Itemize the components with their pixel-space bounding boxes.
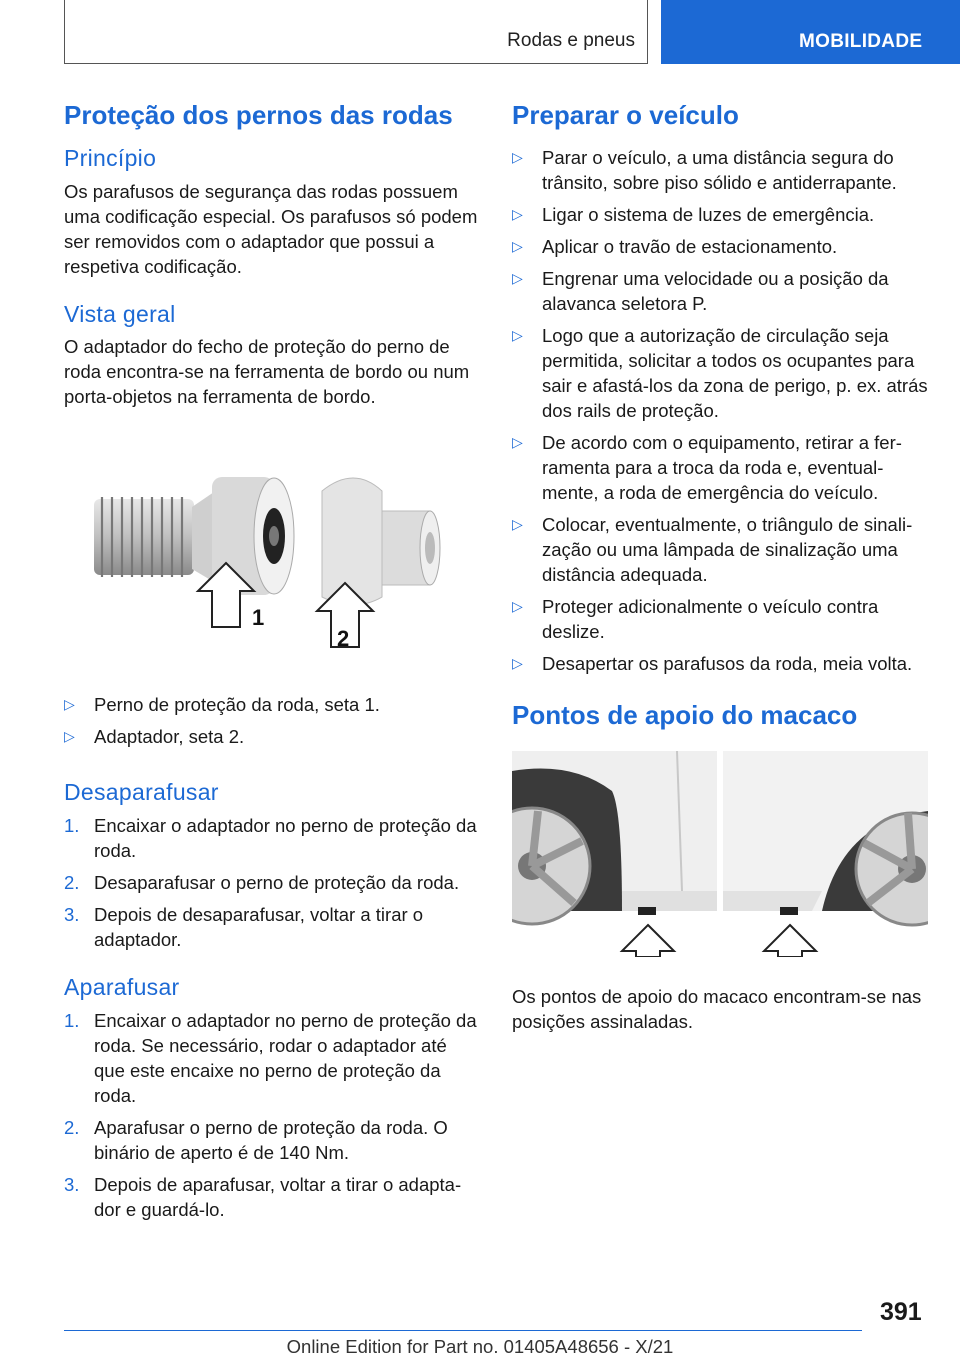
arrow-2-label: 2 [337,626,350,652]
screw-heading: Aparafusar [64,973,180,1000]
jack-points-figure [512,751,928,957]
bullet-triangle-icon: ▷ [512,434,523,451]
bullet-triangle-icon: ▷ [512,655,523,672]
list-item: ▷ Aplicar o travão de estacionamento. [512,236,838,258]
footer-edition[interactable]: Online Edition for Part no. 01405A48656 - X/21 [286,1336,674,1357]
list-item: ▷ Adaptador, seta 2. [64,726,245,748]
list-item: 3. Depois de desaparafusar, voltar a tirar o adaptador. [64,903,424,950]
bullet-triangle-icon: ▷ [64,696,75,713]
list-item: ▷ Perno de proteção da roda, seta 1. [64,694,380,716]
bullet-triangle-icon: ▷ [512,206,523,223]
list-item: ▷ Logo que a autorização de circulação seja permitida, solicitar a todos os ocupantes para sair e afastá-los da zona de perigo, p. ex. atrás dos rails de proteção. [512,325,928,422]
bullet-triangle-icon: ▷ [512,598,523,615]
list-item: ▷ Desapertar os parafusos da roda, meia volta. [512,653,913,675]
overview-text: O adaptador do fecho de proteção do perno de roda encontra-se na ferramenta de bordo ou num porta-objetos na ferramenta de bordo. [64,336,470,408]
prepare-list [512,145,928,676]
left-column [64,100,480,1229]
wheel-lock-title: Proteção dos pernos das rodas [64,100,453,130]
jack-points-title: Pontos de apoio do macaco [512,700,858,731]
list-item: 3. Depois de aparafusar, voltar a tirar o adaptador e guardá-lo. [64,1173,462,1220]
principle-text: Os parafusos de segurança das rodas possuem uma codificação especial. Os parafusos só podem ser removidos com o adaptador que possui a respetiva codificação. [64,180,478,277]
list-item: 1. Encaixar o adaptador no perno de proteção da roda. Se necessário, rodar o adaptador até que este encaixe no perno de proteção da roda. [64,1009,477,1106]
overview-heading: Vista geral [64,300,176,327]
list-item: ▷ Parar o veículo, a uma distância segura do trânsito, sobre piso sólido e antiderrapante. [512,147,897,194]
chapter-title: Rodas e pneus [507,30,635,51]
overview-list [64,692,480,749]
list-item: ▷ Colocar, eventualmente, o triângulo de sinalização ou uma lâmpada de sinalização uma distância adequada. [512,514,913,586]
right-column [512,100,928,1034]
principle-heading: Princípio [64,145,157,172]
wheel-lock-bolt [94,477,294,595]
arrow-1-label: 1 [252,605,265,631]
bullet-triangle-icon: ▷ [64,728,75,745]
list-item: ▷ Engrenar uma velocidade ou a posição da alavanca seletora P. [512,268,889,315]
unscrew-heading: Desaparafusar [64,779,219,806]
list-item: 2. Aparafusar o perno de proteção da roda. O binário de aperto é de 140 Nm. [64,1116,448,1163]
bullet-triangle-icon: ▷ [512,327,523,344]
rear-wheel-panel [723,751,928,925]
header-box [64,0,648,64]
section-tab[interactable]: MOBILIDADE [661,0,960,64]
bullet-triangle-icon: ▷ [512,238,523,255]
front-wheel-panel [512,751,717,924]
list-item: ▷ De acordo com o equipamento, retirar a ferramenta para a troca da roda e, eventualmente, a roda de emergência do veículo. [512,432,902,504]
footer-rule [64,1330,862,1331]
list-item: ▷ Ligar o sistema de luzes de emergência. [512,204,875,226]
prepare-vehicle-title: Preparar o veículo [512,100,739,130]
bullet-triangle-icon: ▷ [512,516,523,533]
unscrew-steps [64,813,480,952]
jack-points-text: Os pontos de apoio do macaco encontram-se nas posições assinaladas. [512,986,922,1033]
list-item: ▷ Proteger adicionalmente o veículo contra deslize. [512,596,879,643]
bullet-triangle-icon: ▷ [512,149,523,166]
page-number: 391 [880,1298,922,1326]
wheel-lock-figure [64,437,480,667]
list-item: 2. Desaparafusar o perno de proteção da roda. [64,871,460,893]
bullet-triangle-icon: ▷ [512,270,523,287]
adapter-part [322,478,440,605]
list-item: 1. Encaixar o adaptador no perno de proteção da roda. [64,814,477,861]
screw-steps [64,1008,480,1222]
